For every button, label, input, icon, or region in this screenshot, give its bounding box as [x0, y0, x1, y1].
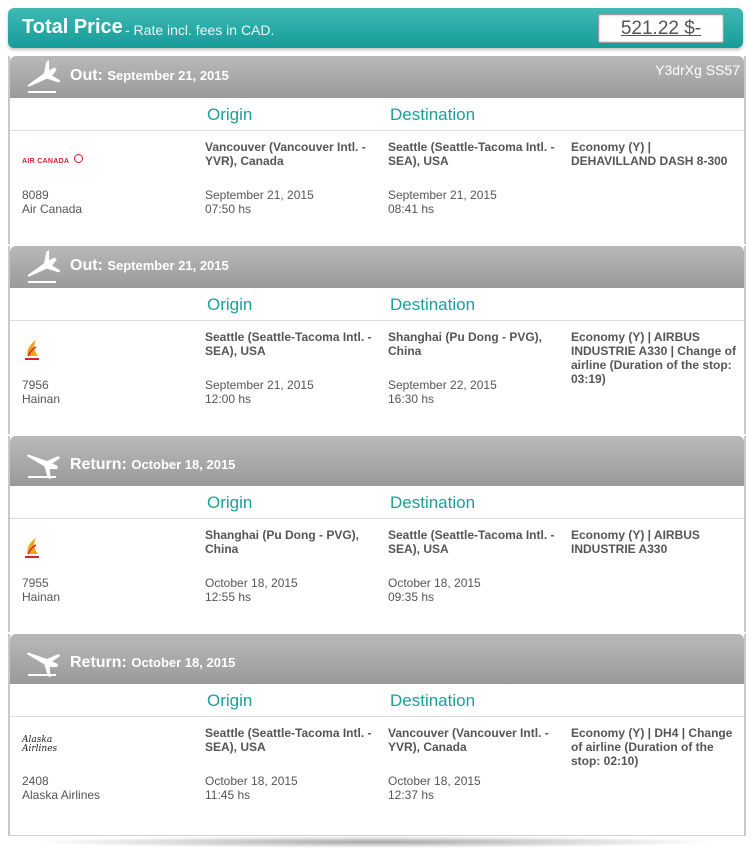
total-price-value[interactable]: 521.22 $- [598, 14, 724, 43]
flight-number: 7956 [22, 378, 49, 392]
total-price-bar [8, 8, 743, 48]
destination-time: 16:30 hs [388, 392, 435, 406]
hainan-logo [22, 536, 42, 558]
destination-place: Vancouver (Vancouver Intl. - YVR), Canada [388, 726, 549, 754]
destination-column-label: Destination [390, 295, 476, 314]
segment-direction: Out: [70, 257, 103, 274]
total-price-title: Total Price [22, 16, 123, 38]
logo-text: AIR CANADA [22, 158, 70, 165]
origin-column-label: Origin [207, 691, 253, 710]
airplane-departure-icon [24, 250, 60, 286]
flight-number: 8089 [22, 188, 49, 202]
flight-info: Economy (Y) | AIRBUS INDUSTRIE A330 | Change of airline (Duration of the stop: 03:19) [571, 330, 736, 386]
alaska-logo: Alaska Airlines [22, 735, 58, 754]
flight-info: Economy (Y) | DH4 | Change of airline (Duration of the stop: 02:10) [571, 726, 733, 768]
origin-column-label: Origin [207, 105, 253, 124]
origin-time: 11:45 hs [205, 788, 251, 802]
destination-place: Seattle (Seattle-Tacoma Intl. - SEA), USA [388, 140, 555, 168]
origin-date: September 21, 2015 [205, 378, 314, 392]
segment-title [70, 257, 229, 275]
hainan-logo [22, 338, 42, 360]
booking-code: Y3drXg SS57 [655, 62, 740, 78]
segment-header [10, 436, 744, 486]
destination-time: 09:35 hs [388, 590, 435, 604]
airline-name: Air Canada [22, 202, 83, 216]
segment-direction: Return: [70, 654, 127, 671]
segment-date: September 21, 2015 [107, 68, 229, 83]
segment-date: October 18, 2015 [131, 457, 236, 472]
segment-header [10, 246, 744, 288]
destination-time: 12:37 hs [388, 788, 435, 802]
segment-direction: Return: [70, 456, 127, 473]
destination-column-label: Destination [390, 493, 476, 512]
rate-note: - Rate incl. fees in CAD. [125, 22, 275, 38]
destination-time: 08:41 hs [388, 202, 435, 216]
segment-header [10, 56, 744, 98]
segment-direction: Out: [70, 67, 103, 84]
flight-segment [8, 634, 746, 836]
airplane-arrival-icon [24, 642, 60, 678]
column-header [10, 486, 744, 519]
origin-place: Seattle (Seattle-Tacoma Intl. - SEA), USA [205, 330, 372, 358]
origin-time: 07:50 hs [205, 202, 252, 216]
flight-info: Economy (Y) | AIRBUS INDUSTRIE A330 [571, 528, 700, 556]
origin-time: 12:00 hs [205, 392, 252, 406]
flight-number: 7955 [22, 576, 49, 590]
page-shadow [30, 836, 720, 848]
destination-date: October 18, 2015 [388, 576, 481, 590]
segment-title [70, 456, 235, 474]
flight-segment [8, 56, 746, 244]
flight-segment [8, 246, 746, 434]
origin-column-label: Origin [207, 493, 253, 512]
destination-date: September 22, 2015 [388, 378, 497, 392]
destination-place: Shanghai (Pu Dong - PVG), China [388, 330, 542, 358]
column-header [10, 98, 744, 131]
maple-leaf-icon [74, 154, 83, 163]
airplane-arrival-icon [24, 444, 60, 480]
flight-segment [8, 436, 746, 632]
origin-place: Shanghai (Pu Dong - PVG), China [205, 528, 359, 556]
airline-name: Hainan [22, 392, 61, 406]
flight-info: Economy (Y) | DEHAVILLAND DASH 8-300 [571, 140, 728, 168]
segment-title [70, 67, 229, 85]
origin-column-label: Origin [207, 295, 253, 314]
column-header [10, 288, 744, 321]
column-header [10, 684, 744, 717]
destination-column-label: Destination [390, 691, 476, 710]
origin-date: October 18, 2015 [205, 774, 298, 788]
airline-name: Hainan [22, 590, 61, 604]
origin-place: Vancouver (Vancouver Intl. - YVR), Canada [205, 140, 366, 168]
airline-name: Alaska Airlines [22, 788, 101, 802]
origin-date: September 21, 2015 [205, 188, 314, 202]
air-canada-logo [22, 150, 83, 168]
segment-date: October 18, 2015 [131, 655, 236, 670]
flight-number: 2408 [22, 774, 49, 788]
destination-place: Seattle (Seattle-Tacoma Intl. - SEA), USA [388, 528, 555, 556]
origin-place: Seattle (Seattle-Tacoma Intl. - SEA), USA [205, 726, 372, 754]
origin-date: October 18, 2015 [205, 576, 298, 590]
origin-time: 12:55 hs [205, 590, 252, 604]
segment-title [70, 654, 235, 672]
segment-header [10, 634, 744, 684]
destination-date: October 18, 2015 [388, 774, 481, 788]
destination-date: September 21, 2015 [388, 188, 497, 202]
airplane-departure-icon [24, 60, 60, 96]
destination-column-label: Destination [390, 105, 476, 124]
segment-date: September 21, 2015 [107, 258, 229, 273]
